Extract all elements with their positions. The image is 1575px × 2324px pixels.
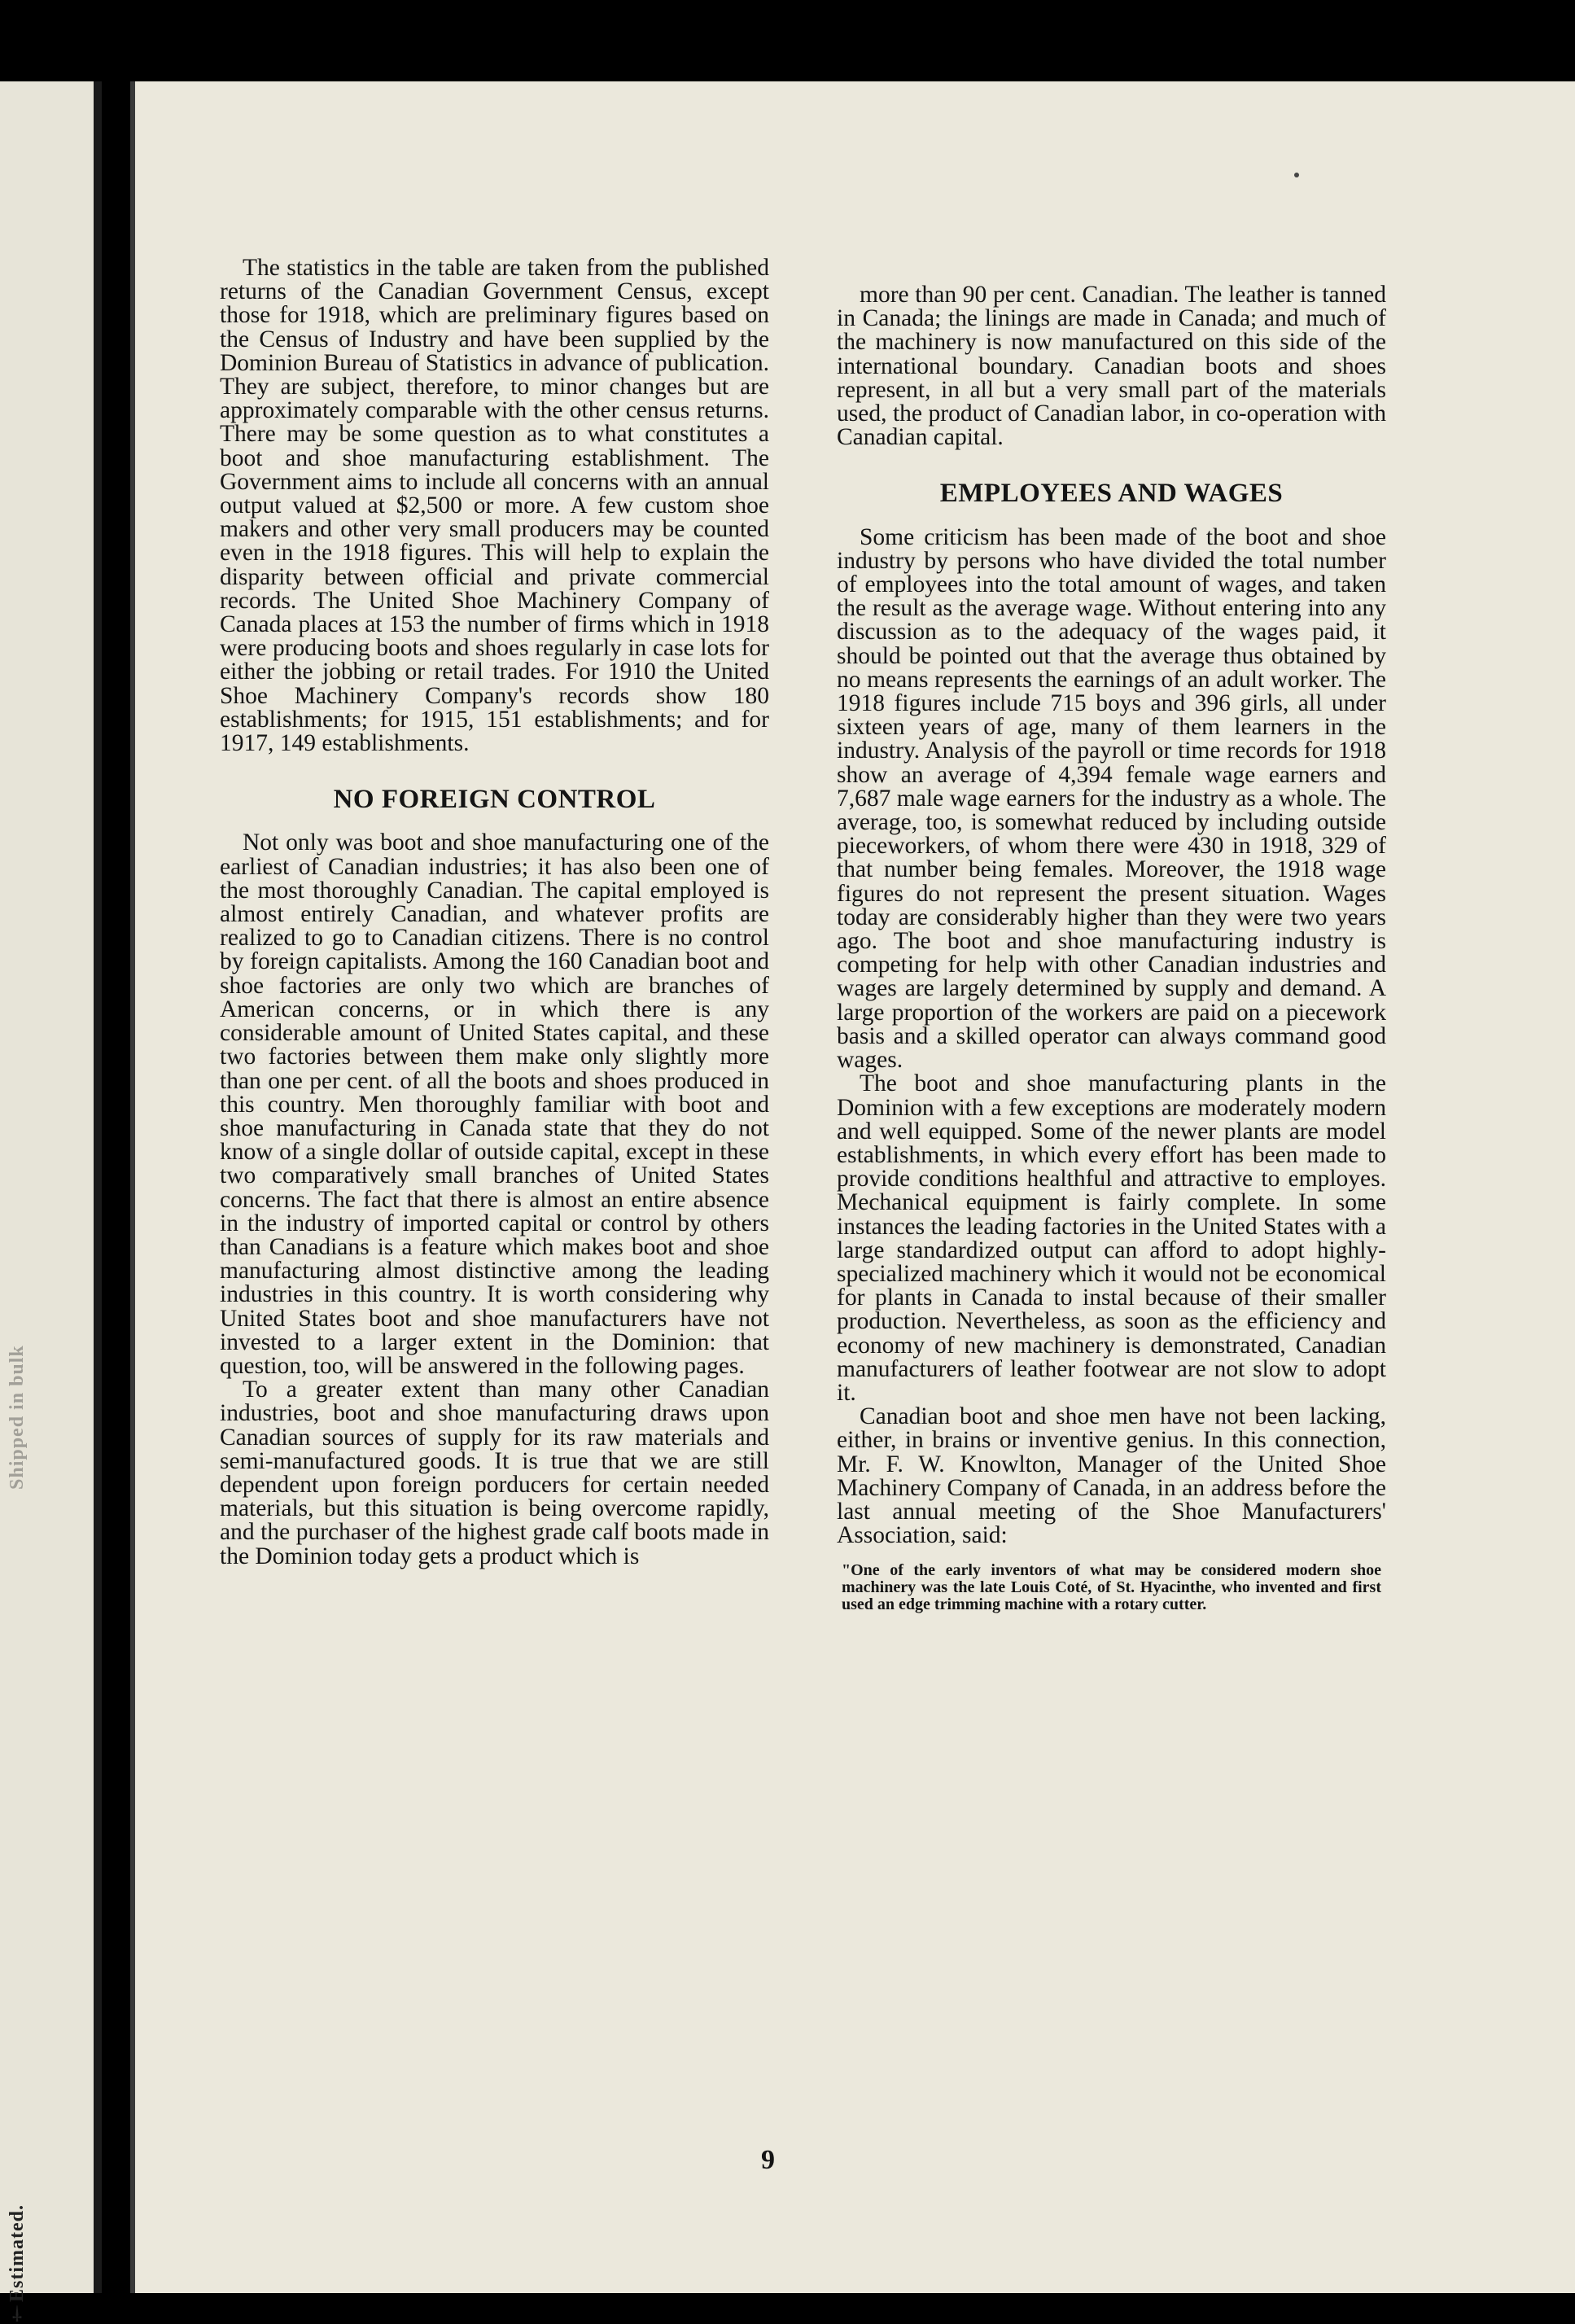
scan-speck [1294, 173, 1299, 177]
side-note-faded: Shipped in bulk [7, 1345, 28, 1490]
paragraph-statistics: The statistics in the table are taken from the published returns of the Canadian Government Census, except those for 1918, which are preliminary figures based on the Census of Industry and have been supplied by the Dominion Bureau of Statistics in advance of publication. They are subject, therefore, to minor changes but are approximately comparable with the other census returns. There may be some question as to what constitutes a boot and shoe manufacturing establishment. The Government aims to include all concerns with an annual output valued at $2,500 or more. A few custom shoe makers and other very small producers may be counted even in the 1918 figures. This will help to explain the disparity between official and private commercial records. The United Shoe Machinery Company of Canada places at 153 the number of firms which in 1918 were producing boots and shoes regularly in case lots for either the jobbing or retail trades. For 1910 the United Shoe Machinery Company's records show 180 establishments; for 1915, 151 establishments; and for 1917, 149 establishments. [220, 255, 769, 757]
document-page [130, 81, 1575, 2293]
left-column [220, 256, 769, 1569]
side-note-estimated: †Estimated. [7, 2204, 28, 2324]
page-edge-shadow [130, 81, 135, 2293]
paragraph-canadian-capital: Not only was boot and shoe manufacturing one of the earliest of Canadian industries; it has also been one of the most thoroughly Canadian. The capital employed is almost entirely Canadian, and whatever profits are realized to go to Canadian citizens. There is no control by foreign capitalists. Among the 160 Canadian boot and shoe factories are only two which are branches of American concerns, or in which there is any considerable amount of United States capital, and these two factories between them make only slightly more than one per cent. of all the boots and shoes produced in this country. Men thoroughly familiar with boot and shoe manufacturing in Canada state that they do not know of a single dollar of outside capital, except in these two comparatively small branches of United States concerns. The fact that there is almost an entire absence in the industry of imported capital or control by others than Canadians is a feature which makes boot and shoe manufacturing almost distinctive among the leading industries in this country. It is worth considering why United States boot and shoe manufacturers have not invested to a larger extent in the Dominion: that question, too, will be answered in the following pages. [220, 829, 769, 1379]
right-column [837, 283, 1386, 1613]
quote-footnote: "One of the early inventors of what may be considered modern shoe machinery was the late Louis Coté, of St. Hyacinthe, who invented and first used an edge trimming machine with a rotary cutter. [842, 1561, 1381, 1614]
paragraph-plants: The boot and shoe manufacturing plants in the Dominion with a few exceptions are moderately modern and well equipped. Some of the newer plants are model establishments, in which every effort has been made to provide conditions healthful and attractive to employes. Mechanical equipment is fairly complete. In some instances the leading factories in the United States with a large standardized output can afford to adopt highly-specialized machinery which it would not be economical for plants in Canada to instal because of their smaller production. Nevertheless, as soon as the efficiency and economy of new machinery is demonstrated, Canadian manufacturers of leather footwear are not slow to adopt it. [837, 1070, 1386, 1406]
heading-no-foreign-control: NO FOREIGN CONTROL [333, 785, 656, 815]
paragraph-inventive-genius: Canadian boot and shoe men have not been lacking, either, in brains or inventive genius. In this connection, Mr. F. W. Knowlton, Manager of the United Shoe Machinery Company of Canada, in an address before the last annual meeting of the Shoe Manufacturers' Association, said: [837, 1403, 1386, 1549]
page-number: 9 [761, 2145, 775, 2175]
paragraph-canadian-product: more than 90 per cent. Canadian. The leather is tanned in Canada; the linings are made in Canada; and much of the machinery is now manufactured on this side of the international boundary. Canadian boots and shoes represent, in all but a very small part of the materials used, the product of Canadian labor, in co-operation with Canadian capital. [837, 282, 1386, 451]
previous-page-edge [0, 81, 102, 2324]
paragraph-wages: Some criticism has been made of the boot and shoe industry by persons who have divided the total number of employees into the total amount of wages, and taken the result as the average wage. Without entering into any discussion as to the adequacy of the wages paid, it should be pointed out that the average thus obtained by no means represents the earnings of an adult worker. The 1918 figures include 715 boys and 396 girls, all under sixteen years of age, many of them learners in the industry. Analysis of the payroll or time records for 1918 show an average of 4,394 female wage earners and 7,687 male wage earners for the industry as a whole. The average, too, is somewhat reduced by including outside pieceworkers, of whom there were 430 in 1918, 329 of that number being females. Moreover, the 1918 wage figures do not represent the present situation. Wages today are considerably higher than they were two years ago. The boot and shoe manufacturing industry is competing for help with other Canadian industries and wages are largely determined by supply and demand. A large proportion of the workers are paid on a piecework basis and a skilled operator can always command good wages. [837, 523, 1386, 1074]
page-fold [94, 81, 102, 2293]
paragraph-sources-of-supply: To a greater extent than many other Canadian industries, boot and shoe manufacturing draws upon Canadian sources of supply for its raw materials and semi-manufactured goods. It is true that we are still dependent upon foreign porducers for certain needed materials, but this situation is being overcome rapidly, and the purchaser of the highest grade calf boots made in the Dominion today gets a product which is [220, 1376, 769, 1569]
heading-employees-and-wages: EMPLOYEES AND WAGES [939, 479, 1284, 509]
